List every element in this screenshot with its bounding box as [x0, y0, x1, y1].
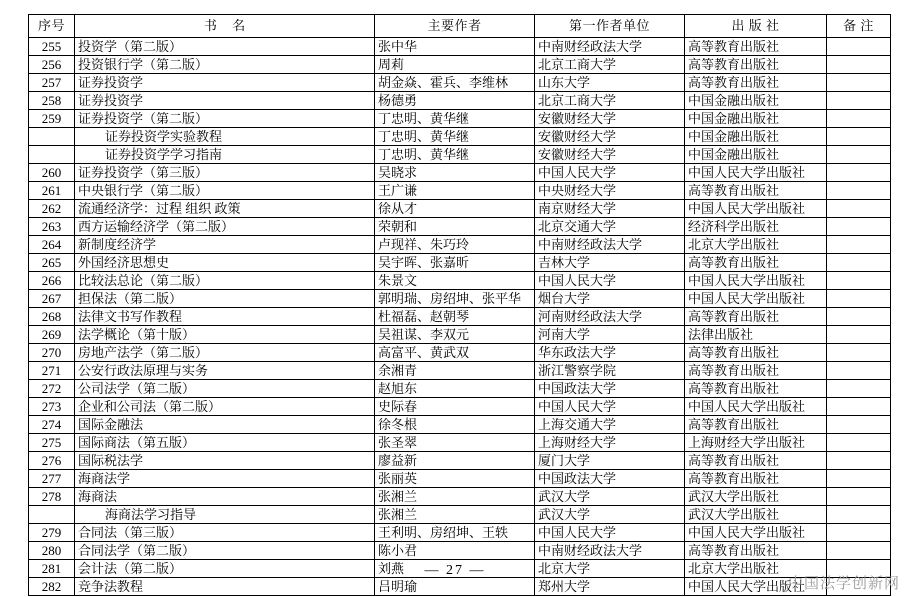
table-row — [29, 254, 891, 272]
cell-seq: 272 — [29, 380, 75, 398]
column-header-seq: 序号 — [29, 15, 75, 38]
cell-title: 西方运输经济学（第二版） — [75, 218, 375, 236]
cell-title: 国际金融法 — [75, 416, 375, 434]
table-row — [29, 416, 891, 434]
cell-seq: 275 — [29, 434, 75, 452]
cell-publisher: 北京大学出版社 — [685, 560, 827, 578]
table-row — [29, 326, 891, 344]
table-row — [29, 290, 891, 308]
cell-title: 证券投资学（第二版） — [75, 110, 375, 128]
cell-note — [827, 218, 891, 236]
cell-org: 中南财经政法大学 — [535, 236, 685, 254]
table-row — [29, 434, 891, 452]
cell-author: 丁忠明、黄华继 — [375, 128, 535, 146]
cell-seq — [29, 506, 75, 524]
cell-seq: 271 — [29, 362, 75, 380]
cell-org: 武汉大学 — [535, 506, 685, 524]
cell-author: 吴宇晖、张嘉昕 — [375, 254, 535, 272]
cell-publisher: 中国人民大学出版社 — [685, 398, 827, 416]
table-row — [29, 218, 891, 236]
cell-title: 新制度经济学 — [75, 236, 375, 254]
cell-publisher: 高等教育出版社 — [685, 380, 827, 398]
cell-note — [827, 524, 891, 542]
cell-author: 卢现祥、朱巧玲 — [375, 236, 535, 254]
cell-author: 张湘兰 — [375, 488, 535, 506]
cell-publisher: 中国人民大学出版社 — [685, 272, 827, 290]
table-header — [29, 15, 891, 38]
cell-org: 中央财经大学 — [535, 182, 685, 200]
cell-seq — [29, 146, 75, 164]
cell-org: 厦门大学 — [535, 452, 685, 470]
cell-note — [827, 380, 891, 398]
cell-seq: 276 — [29, 452, 75, 470]
cell-note — [827, 38, 891, 56]
cell-publisher: 高等教育出版社 — [685, 542, 827, 560]
cell-author: 周莉 — [375, 56, 535, 74]
table-header-row — [29, 15, 891, 38]
cell-seq — [29, 128, 75, 146]
cell-title: 中央银行学（第二版） — [75, 182, 375, 200]
cell-title: 证券投资学 — [75, 74, 375, 92]
cell-org: 北京大学 — [535, 560, 685, 578]
cell-title: 比较法总论（第二版） — [75, 272, 375, 290]
cell-title: 公司法学（第二版） — [75, 380, 375, 398]
cell-org: 安徽财经大学 — [535, 146, 685, 164]
cell-author: 吴祖谋、李双元 — [375, 326, 535, 344]
cell-org: 上海交通大学 — [535, 416, 685, 434]
cell-seq: 261 — [29, 182, 75, 200]
cell-org: 烟台大学 — [535, 290, 685, 308]
cell-org: 上海财经大学 — [535, 434, 685, 452]
cell-seq: 279 — [29, 524, 75, 542]
cell-org: 南京财经大学 — [535, 200, 685, 218]
cell-org: 中国政法大学 — [535, 470, 685, 488]
table-row — [29, 74, 891, 92]
cell-publisher: 北京大学出版社 — [685, 236, 827, 254]
cell-title: 竞争法教程 — [75, 578, 375, 596]
cell-note — [827, 362, 891, 380]
table-row — [29, 56, 891, 74]
column-header-publisher: 出 版 社 — [685, 15, 827, 38]
table-row — [29, 344, 891, 362]
cell-org: 浙江警察学院 — [535, 362, 685, 380]
cell-seq: 273 — [29, 398, 75, 416]
cell-publisher: 高等教育出版社 — [685, 254, 827, 272]
cell-author: 吕明瑜 — [375, 578, 535, 596]
cell-author: 徐从才 — [375, 200, 535, 218]
cell-org: 北京工商大学 — [535, 56, 685, 74]
cell-note — [827, 272, 891, 290]
cell-publisher: 高等教育出版社 — [685, 470, 827, 488]
table-row — [29, 488, 891, 506]
cell-note — [827, 164, 891, 182]
column-header-org: 第一作者单位 — [535, 15, 685, 38]
cell-author: 王利明、房绍坤、王轶 — [375, 524, 535, 542]
cell-note — [827, 128, 891, 146]
cell-publisher: 上海财经大学出版社 — [685, 434, 827, 452]
cell-seq: 282 — [29, 578, 75, 596]
cell-title: 合同法（第三版） — [75, 524, 375, 542]
cell-publisher: 中国人民大学出版社 — [685, 578, 827, 596]
cell-note — [827, 200, 891, 218]
cell-seq: 265 — [29, 254, 75, 272]
table-row — [29, 164, 891, 182]
cell-org: 山东大学 — [535, 74, 685, 92]
cell-title: 公安行政法原理与实务 — [75, 362, 375, 380]
cell-publisher: 中国人民大学出版社 — [685, 164, 827, 182]
cell-title: 外国经济思想史 — [75, 254, 375, 272]
cell-org: 中国人民大学 — [535, 272, 685, 290]
cell-org: 武汉大学 — [535, 488, 685, 506]
cell-title: 投资学（第二版） — [75, 38, 375, 56]
cell-note — [827, 308, 891, 326]
cell-title: 投资银行学（第二版） — [75, 56, 375, 74]
cell-title: 国际税法学 — [75, 452, 375, 470]
cell-note — [827, 326, 891, 344]
cell-org: 中国人民大学 — [535, 524, 685, 542]
cell-title: 法学概论（第十版） — [75, 326, 375, 344]
cell-seq: 267 — [29, 290, 75, 308]
cell-publisher: 高等教育出版社 — [685, 56, 827, 74]
cell-seq: 266 — [29, 272, 75, 290]
cell-author: 刘燕 — [375, 560, 535, 578]
cell-seq: 278 — [29, 488, 75, 506]
cell-publisher: 中国金融出版社 — [685, 110, 827, 128]
cell-publisher: 高等教育出版社 — [685, 38, 827, 56]
cell-publisher: 高等教育出版社 — [685, 452, 827, 470]
table-row — [29, 542, 891, 560]
table-row — [29, 110, 891, 128]
cell-author: 张圣翠 — [375, 434, 535, 452]
cell-org: 中南财经政法大学 — [535, 542, 685, 560]
table-row — [29, 506, 891, 524]
table-row — [29, 470, 891, 488]
cell-author: 王广谦 — [375, 182, 535, 200]
table-row — [29, 236, 891, 254]
cell-seq: 263 — [29, 218, 75, 236]
table-row — [29, 380, 891, 398]
table-row — [29, 362, 891, 380]
cell-title: 证券投资学 — [75, 92, 375, 110]
cell-org: 中南财经政法大学 — [535, 38, 685, 56]
cell-title: 证券投资学学习指南 — [75, 146, 375, 164]
cell-publisher: 高等教育出版社 — [685, 182, 827, 200]
table-row — [29, 272, 891, 290]
cell-publisher: 中国人民大学出版社 — [685, 524, 827, 542]
cell-publisher: 高等教育出版社 — [685, 362, 827, 380]
cell-seq: 262 — [29, 200, 75, 218]
cell-author: 郭明瑞、房绍坤、张平华 — [375, 290, 535, 308]
cell-publisher: 中国人民大学出版社 — [685, 200, 827, 218]
cell-seq: 260 — [29, 164, 75, 182]
cell-org: 北京交通大学 — [535, 218, 685, 236]
table-row — [29, 524, 891, 542]
cell-org: 郑州大学 — [535, 578, 685, 596]
table-row — [29, 452, 891, 470]
table-row — [29, 92, 891, 110]
cell-note — [827, 470, 891, 488]
cell-seq: 264 — [29, 236, 75, 254]
cell-author: 张中华 — [375, 38, 535, 56]
cell-org: 安徽财经大学 — [535, 128, 685, 146]
cell-title: 企业和公司法（第二版） — [75, 398, 375, 416]
cell-publisher: 法律出版社 — [685, 326, 827, 344]
table-row — [29, 200, 891, 218]
cell-seq: 268 — [29, 308, 75, 326]
cell-note — [827, 146, 891, 164]
cell-author: 丁忠明、黄华继 — [375, 146, 535, 164]
cell-title: 担保法（第二版） — [75, 290, 375, 308]
column-header-note: 备 注 — [827, 15, 891, 38]
cell-title: 海商法学习指导 — [75, 506, 375, 524]
cell-note — [827, 92, 891, 110]
cell-title: 会计法（第二版） — [75, 560, 375, 578]
table-row — [29, 182, 891, 200]
cell-title: 证券投资学实验教程 — [75, 128, 375, 146]
cell-note — [827, 344, 891, 362]
cell-org: 吉林大学 — [535, 254, 685, 272]
cell-org: 中国政法大学 — [535, 380, 685, 398]
cell-seq: 258 — [29, 92, 75, 110]
cell-publisher: 高等教育出版社 — [685, 344, 827, 362]
cell-author: 朱景文 — [375, 272, 535, 290]
cell-author: 张湘兰 — [375, 506, 535, 524]
cell-org: 安徽财经大学 — [535, 110, 685, 128]
cell-title: 法律文书写作教程 — [75, 308, 375, 326]
cell-author: 荣朝和 — [375, 218, 535, 236]
watermark-label: 中国法学创新网 — [787, 575, 900, 592]
cell-author: 杨德勇 — [375, 92, 535, 110]
cell-title: 海商法学 — [75, 470, 375, 488]
cell-note — [827, 542, 891, 560]
cell-publisher: 武汉大学出版社 — [685, 488, 827, 506]
cell-author: 吴晓求 — [375, 164, 535, 182]
cell-org: 北京工商大学 — [535, 92, 685, 110]
cell-note — [827, 416, 891, 434]
cell-author: 廖益新 — [375, 452, 535, 470]
cell-seq: 257 — [29, 74, 75, 92]
cell-seq: 255 — [29, 38, 75, 56]
cell-author: 徐冬根 — [375, 416, 535, 434]
cell-publisher: 经济科学出版社 — [685, 218, 827, 236]
booklist-table — [28, 14, 891, 596]
cell-note — [827, 434, 891, 452]
cell-seq: 270 — [29, 344, 75, 362]
cell-note — [827, 56, 891, 74]
cell-note — [827, 110, 891, 128]
cell-note — [827, 398, 891, 416]
cell-seq: 277 — [29, 470, 75, 488]
cell-seq: 274 — [29, 416, 75, 434]
cell-seq: 269 — [29, 326, 75, 344]
cell-publisher: 高等教育出版社 — [685, 308, 827, 326]
cell-org: 河南财经政法大学 — [535, 308, 685, 326]
cell-publisher: 中国金融出版社 — [685, 146, 827, 164]
table-row — [29, 398, 891, 416]
cell-publisher: 高等教育出版社 — [685, 74, 827, 92]
cell-title: 合同法学（第二版） — [75, 542, 375, 560]
cell-org: 河南大学 — [535, 326, 685, 344]
cell-title: 海商法 — [75, 488, 375, 506]
cell-author: 陈小君 — [375, 542, 535, 560]
cell-author: 高富平、黄武双 — [375, 344, 535, 362]
cell-title: 房地产法学（第二版） — [75, 344, 375, 362]
cell-note — [827, 254, 891, 272]
page-number: — 27 — — [424, 563, 486, 578]
cell-org: 中国人民大学 — [535, 164, 685, 182]
table-row — [29, 308, 891, 326]
cell-seq: 259 — [29, 110, 75, 128]
cell-note — [827, 182, 891, 200]
cell-seq: 256 — [29, 56, 75, 74]
cell-note — [827, 452, 891, 470]
cell-author: 赵旭东 — [375, 380, 535, 398]
cell-note — [827, 74, 891, 92]
cell-note — [827, 236, 891, 254]
cell-publisher: 武汉大学出版社 — [685, 506, 827, 524]
cell-seq: 280 — [29, 542, 75, 560]
table-row — [29, 578, 891, 596]
cell-publisher: 高等教育出版社 — [685, 416, 827, 434]
cell-author: 余湘青 — [375, 362, 535, 380]
cell-seq: 281 — [29, 560, 75, 578]
cell-publisher: 中国人民大学出版社 — [685, 290, 827, 308]
column-header-title: 书 名 — [75, 15, 375, 38]
cell-author: 史际春 — [375, 398, 535, 416]
table-body — [29, 38, 891, 596]
cell-note — [827, 290, 891, 308]
table-row — [29, 146, 891, 164]
cell-publisher: 中国金融出版社 — [685, 92, 827, 110]
cell-title: 证券投资学（第三版） — [75, 164, 375, 182]
column-header-author: 主要作者 — [375, 15, 535, 38]
cell-publisher: 中国金融出版社 — [685, 128, 827, 146]
cell-author: 张丽英 — [375, 470, 535, 488]
cell-note — [827, 506, 891, 524]
cell-note — [827, 488, 891, 506]
cell-title: 流通经济学：过程 组织 政策 — [75, 200, 375, 218]
cell-author: 杜福磊、赵朝琴 — [375, 308, 535, 326]
cell-author: 胡金焱、霍兵、李维林 — [375, 74, 535, 92]
cell-org: 华东政法大学 — [535, 344, 685, 362]
cell-org: 中国人民大学 — [535, 398, 685, 416]
table-row — [29, 128, 891, 146]
cell-title: 国际商法（第五版） — [75, 434, 375, 452]
table-row — [29, 38, 891, 56]
cell-author: 丁忠明、黄华继 — [375, 110, 535, 128]
